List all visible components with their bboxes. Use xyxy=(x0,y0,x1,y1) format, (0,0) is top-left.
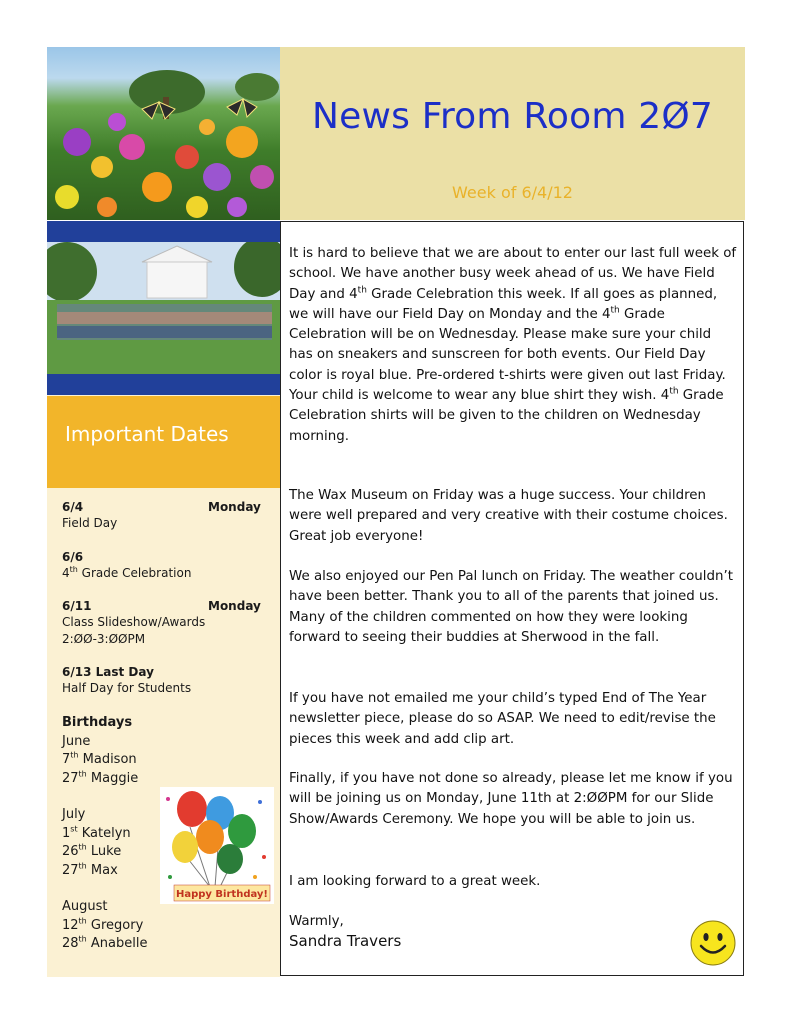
birthday-month: August xyxy=(62,899,108,914)
event-date: 6/4 xyxy=(62,500,84,514)
event-date: 6/11 xyxy=(62,599,92,613)
class-photo xyxy=(47,242,280,374)
event-date: 6/13 Last Day xyxy=(62,665,154,679)
birthday-entry: 27th Maggie xyxy=(62,769,139,786)
birthday-card-text: Happy Birthday! xyxy=(176,889,268,900)
event-date: 6/6 xyxy=(62,550,84,564)
birthday-entry: 26th Luke xyxy=(62,842,122,859)
birthday-entry: 12th Gregory xyxy=(62,916,144,933)
event-desc: Field Day xyxy=(62,516,118,530)
birthday-month: June xyxy=(62,734,91,749)
closing: Warmly, xyxy=(289,914,344,929)
event-time: 2:ØØ-3:ØØPM xyxy=(62,632,146,646)
birthdays-heading: Birthdays xyxy=(62,715,133,730)
paragraph-slideshow: Finally, if you have not done so already, please let me know if you will be joining us on Monday, June 11th at 2:ØØPM for our Slide Show/Awards Ceremony. We hope you will be able to join us. xyxy=(289,771,733,827)
signature: Sandra Travers xyxy=(289,932,402,950)
birthday-balloons-image xyxy=(160,787,274,904)
event-desc: Class Slideshow/Awards xyxy=(62,615,206,629)
paragraph-intro: It is hard to believe that we are about to enter our last full week of school. We have another busy week ahead of us. We have Field Day and 4th Grade Celebration this week. If all goes as planned, we will have our Field Day on Monday and the 4th Grade Celebration will be on Wednesday. Please make sure your child has on sneakers and sunscreen for both events. Our Field Day color is royal blue. Pre-ordered t-shirts were given out last Friday. Your child is welcome to wear any blue shirt they wish. 4th Grade Celebration shirts will be given to the children on Wednesday morning. xyxy=(289,246,737,444)
smiley-face-icon xyxy=(689,919,737,967)
birthday-entry: 27th Max xyxy=(62,861,118,878)
paragraph-closing-line: I am looking forward to a great week. xyxy=(289,874,541,889)
newsletter-title: News From Room 2Ø7 xyxy=(311,96,714,137)
paragraph-wax-museum: The Wax Museum on Friday was a huge success. Your children were well prepared and very creative with their costume choices. Great job everyone! xyxy=(289,488,728,544)
important-dates-heading: Important Dates xyxy=(65,422,229,446)
paragraph-newsletter-piece: If you have not emailed me your child’s typed End of The Year newsletter piece, please do so ASAP. We need to edit/revise the pieces this week and add clip art. xyxy=(289,691,716,747)
event-desc: 4th Grade Celebration xyxy=(62,565,192,580)
event-desc: Half Day for Students xyxy=(62,681,192,695)
birthday-entry: 7th Madison xyxy=(62,750,137,767)
event-day: Monday xyxy=(208,500,261,514)
paragraph-pen-pal: We also enjoyed our Pen Pal lunch on Friday. The weather couldn’t have been better. Thank you to all of the parents that joined us. Many of the children commented on how they were looking forward to seeing their buddies at Sherwood in the fall. xyxy=(289,569,734,645)
flowers-butterflies-photo xyxy=(47,47,280,220)
important-dates-banner xyxy=(47,396,280,488)
birthday-month: July xyxy=(62,807,86,822)
birthday-entry: 1st Katelyn xyxy=(62,824,131,841)
event-day: Monday xyxy=(208,599,261,613)
week-label: Week of 6/4/12 xyxy=(452,183,573,202)
birthday-entry: 28th Anabelle xyxy=(62,934,148,951)
